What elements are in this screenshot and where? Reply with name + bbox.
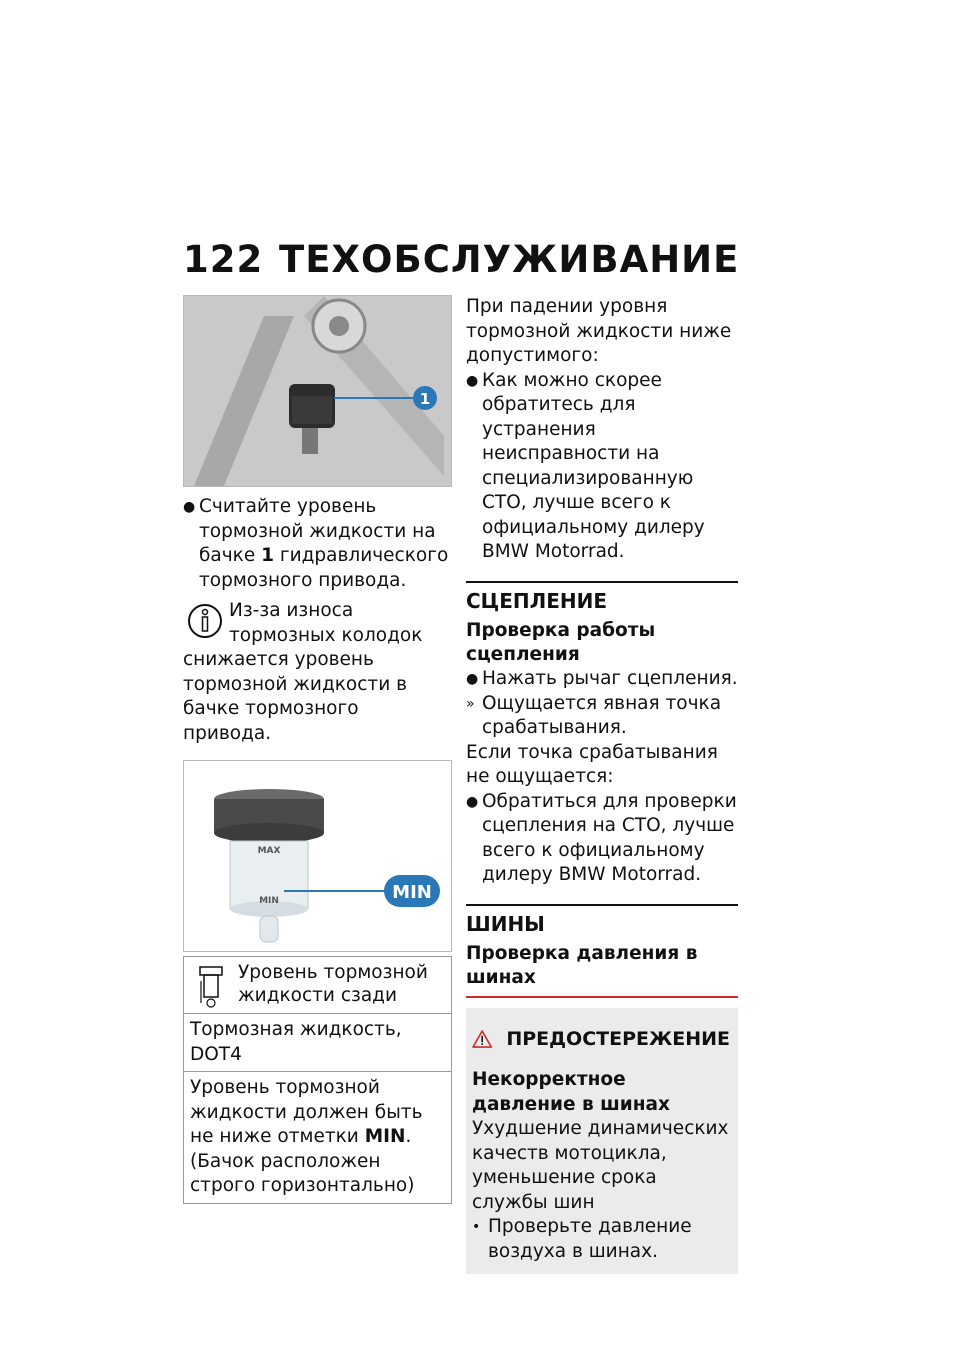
- brake-reservoir-illustration: [184, 296, 452, 487]
- bullet-dot-icon: ●: [466, 372, 479, 389]
- clutch-result: » Ощущается явная точка срабатывания.: [466, 692, 722, 738]
- brake-reservoir-photo: [183, 295, 452, 487]
- info-note-text: Из-за износа тормозных колодок снижается уровень тормозной жидкости в бачке тормозного привода.: [183, 600, 423, 744]
- info-note: [183, 599, 452, 746]
- clutch-step: ● Нажать рычаг сцепления.: [466, 667, 738, 692]
- warning-text: Ухудшение динамических качеств мотоцикла, уменьшение срока службы шин: [472, 1118, 729, 1213]
- reservoir-diagram: [184, 761, 452, 952]
- clutch-condition: Если точка срабатывания не ощущается:: [466, 741, 718, 787]
- warning-triangle-icon: [472, 1022, 492, 1056]
- section-title: ТЕХОБСЛУЖИВАНИЕ: [279, 238, 740, 281]
- page-header: [183, 238, 739, 281]
- reservoir-level-diagram: [183, 760, 452, 952]
- tires-subheading: Проверка давления в шинах: [466, 943, 698, 988]
- read-level-bullet: ● Считайте уровень тормозной жидкости на бачке 1 гидравлического тормозного привода.: [183, 496, 449, 591]
- bullet-dot-icon: ●: [466, 793, 479, 810]
- svg-text:MIN: MIN: [259, 896, 279, 906]
- warning-panel: [466, 1008, 738, 1274]
- spec-title-cell: [184, 957, 452, 1014]
- spec-title: Уровень тормозной жидкости сзади: [238, 962, 428, 1006]
- min-callout: MIN: [392, 882, 432, 903]
- warning-bullet: • Проверьте давление воздуха в шинах.: [472, 1216, 692, 1262]
- clutch-service-bullet: ● Обратиться для проверки сцепления на СТО, лучше всего к официальному дилеру BMW Motorrad.: [466, 790, 737, 885]
- spec-level: Уровень тормозной жидкости должен быть не ниже отметки MIN. (Бачок расположен строго горизонтально): [184, 1072, 452, 1204]
- bullet-dot-icon: •: [472, 1219, 481, 1235]
- warning-divider: [466, 996, 738, 998]
- bullet-dot-icon: ●: [183, 499, 196, 515]
- warning-heading: Некорректное давление в шинах: [472, 1069, 670, 1115]
- spec-fluid: Тормозная жидкость, DOT4: [184, 1014, 452, 1072]
- fluid-level-icon: [198, 963, 224, 1009]
- contact-dealer-bullet: ● Как можно скорее обратитесь для устранения неисправности на специализированную СТО, лучше всего к официальному дилеру BMW Motorrad.: [466, 369, 705, 562]
- photo-callout: 1: [419, 390, 431, 408]
- page-number: 122: [183, 238, 264, 281]
- bullet-dot-icon: ●: [466, 671, 479, 687]
- info-icon: [183, 599, 223, 645]
- warning-title: [472, 1022, 730, 1056]
- clutch-heading: СЦЕПЛЕНИЕ: [466, 581, 738, 614]
- right-column: [466, 295, 738, 1274]
- low-level-intro: При падении уровня тормозной жидкости ниже допустимого:: [466, 296, 732, 366]
- clutch-subheading: Проверка работы сцепления: [466, 620, 656, 665]
- warning-label: ПРЕДОСТЕРЕЖЕНИЕ: [506, 1027, 730, 1050]
- result-arrow-icon: »: [466, 695, 475, 712]
- tires-heading: ШИНЫ: [466, 904, 738, 937]
- spec-table: [183, 956, 452, 1204]
- svg-text:MAX: MAX: [257, 846, 281, 856]
- left-column: [183, 295, 452, 1204]
